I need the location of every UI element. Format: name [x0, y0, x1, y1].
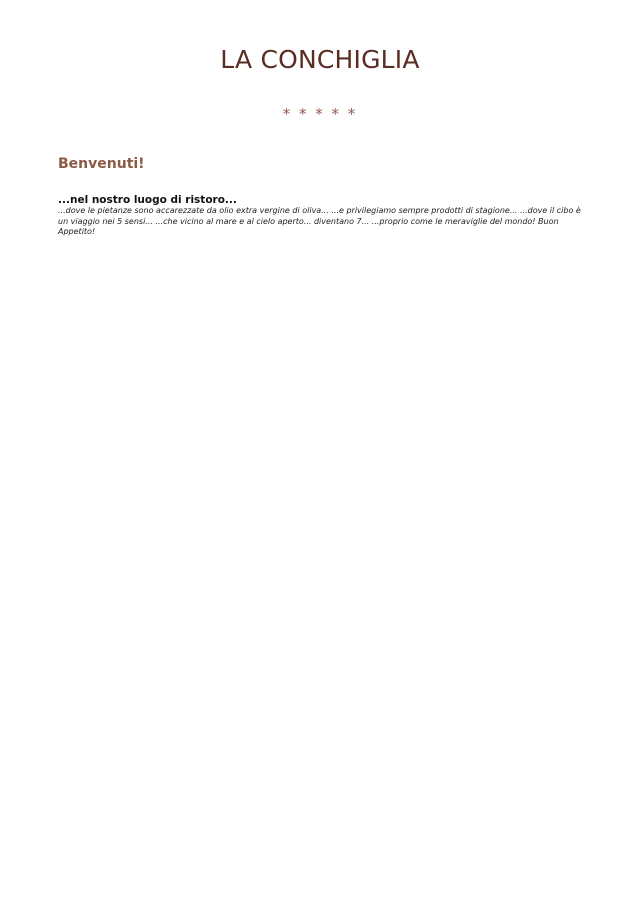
intro-paragraph: ...dove le pietanze sono accarezzate da olio extra vergine di oliva... ...e privilegiamo sempre prodotti di stagione... ...dove il cibo è un viaggio nei 5 sensi... ...che vicino al mare e al cielo aperto... diventano 7... ...proprio come le meraviglie del mondo! Buon Appetito! [58, 206, 581, 236]
welcome-heading: Benvenuti! [58, 156, 145, 172]
page-title: LA CONCHIGLIA [220, 45, 420, 74]
star-rating: * * * * * [282, 105, 358, 123]
intro-subheading: ...nel nostro luogo di ristoro... [58, 194, 237, 206]
